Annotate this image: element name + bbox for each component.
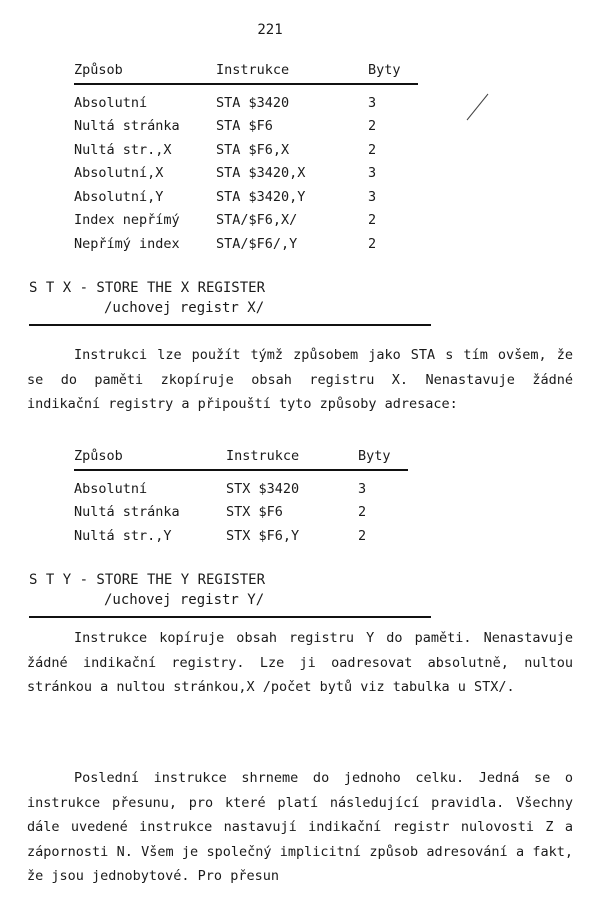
cell-bytes: 3 [368, 188, 377, 205]
cell-mode: Nultá str.,X [74, 141, 172, 158]
table-row [74, 138, 418, 162]
cell-instruction: STX $3420 [226, 480, 300, 497]
cell-bytes: 2 [368, 118, 377, 135]
sty-section-heading [29, 570, 265, 610]
table-row [74, 115, 418, 139]
table-row [74, 185, 418, 209]
table-row [74, 524, 408, 548]
cell-instruction: STA $3420 [216, 94, 290, 111]
cell-bytes: 3 [368, 94, 377, 111]
cell-bytes: 2 [368, 235, 377, 252]
final-paragraph: Poslední instrukce shrneme do jednoho celku. Jedná se o instrukce přesunu, pro které platí následující pravidla. Všechny dále uvedené instrukce nastavují indikační registr nulovosti Z a zápornosti N. Všem je společný implicitní způsob adresování a fakt, že jsou jednobytové. Pro přesun [27, 770, 573, 884]
sty-description: Instrukce kopíruje obsah registru Y do paměti. Nenastavuje žádné indikační registry. Lze ji oadresovat absolutně, nultou stránkou a nultou stránkou,X /počet bytů viz tabulka u STX/. [27, 630, 573, 695]
cell-bytes: 2 [358, 504, 367, 521]
table-header-row [74, 448, 408, 470]
cell-mode: Absolutní,Y [74, 188, 164, 205]
stx-addressing-table [74, 448, 408, 548]
cell-instruction: STX $F6 [226, 504, 283, 521]
cell-bytes: 2 [368, 141, 377, 158]
header-mode: Způsob [74, 62, 216, 84]
cell-mode: Nultá stránka [74, 504, 180, 521]
cell-instruction: STA $3420,X [216, 165, 306, 182]
cell-bytes: 3 [368, 165, 377, 182]
cell-mode: Nultá stránka [74, 118, 180, 135]
cell-instruction: STA $F6,X [216, 141, 290, 158]
cell-bytes: 3 [358, 480, 367, 497]
sty-subtitle: /uchovej registr Y/ [104, 592, 265, 608]
table-row [74, 477, 408, 501]
cell-instruction: STA $F6 [216, 118, 273, 135]
stx-title: S T X - STORE THE X REGISTER [29, 280, 266, 296]
cell-instruction: STA/$F6/,Y [216, 235, 298, 252]
cell-mode: Index nepřímý [74, 212, 180, 229]
stray-pen-mark [462, 92, 492, 122]
cell-mode: Nepřímý index [74, 235, 180, 252]
header-mode: Způsob [74, 448, 226, 470]
page-number: 221 [257, 22, 283, 38]
cell-bytes: 2 [368, 212, 377, 229]
sty-title: S T Y - STORE THE Y REGISTER [29, 572, 266, 588]
cell-mode: Nultá str.,Y [74, 527, 172, 544]
table-row [74, 91, 418, 115]
stx-subtitle: /uchovej registr X/ [104, 300, 265, 316]
cell-bytes: 2 [358, 527, 367, 544]
table-row [74, 209, 418, 233]
sty-heading-rule [29, 616, 431, 618]
table-row [74, 232, 418, 256]
cell-instruction: STA $3420,Y [216, 188, 306, 205]
cell-mode: Absolutní,X [74, 165, 164, 182]
cell-mode: Absolutní [74, 94, 148, 111]
stx-section-heading [29, 278, 265, 318]
cell-instruction: STA/$F6,X/ [216, 212, 298, 229]
stx-description: Instrukci lze použít týmž způsobem jako STA s tím ovšem, že se do paměti zkopíruje obsah registru X. Nenastavuje žádné indikační registry a připouští tyto způsoby adresace: [27, 347, 573, 412]
header-instruction: Instrukce [216, 62, 368, 84]
header-instruction: Instrukce [226, 448, 358, 470]
stx-heading-rule [29, 324, 431, 326]
header-bytes: Byty [368, 62, 418, 84]
table-header-row [74, 62, 418, 84]
table-row [74, 501, 408, 525]
cell-mode: Absolutní [74, 480, 148, 497]
table-row [74, 162, 418, 186]
sta-addressing-table [74, 62, 418, 256]
header-bytes: Byty [358, 448, 408, 470]
cell-instruction: STX $F6,Y [226, 527, 300, 544]
